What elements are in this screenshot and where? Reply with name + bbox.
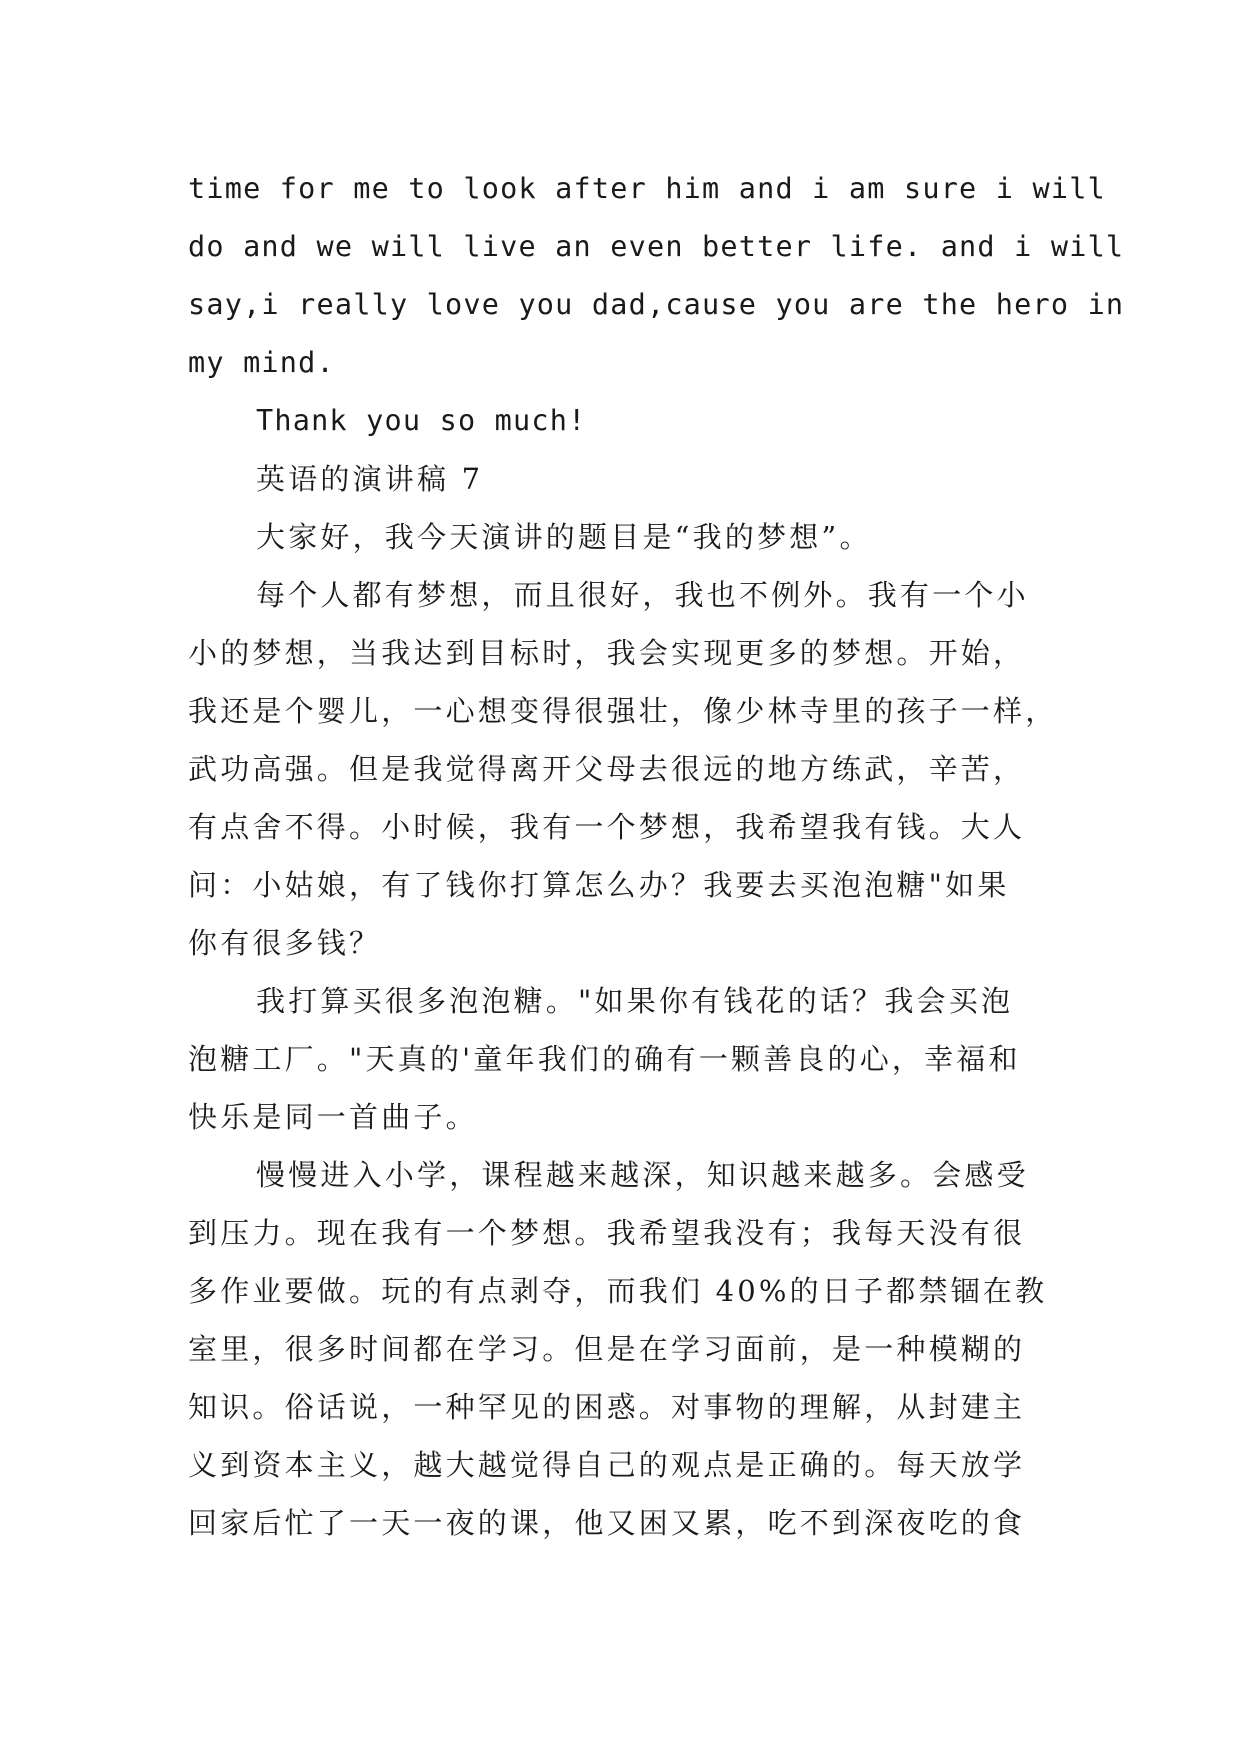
paragraph-line: 泡糖工厂。"天真的'童年我们的确有一颗善良的心，幸福和 [188, 1042, 1021, 1076]
paragraph-line: 问：小姑娘，有了钱你打算怎么办？我要去买泡泡糖"如果 [188, 868, 1010, 902]
section-heading: 英语的演讲稿 7 [256, 462, 484, 496]
paragraph-line: 回家后忙了一天一夜的课，他又困又累，吃不到深夜吃的食 [188, 1506, 1026, 1540]
paragraph-line: 多作业要做。玩的有点剥夺，而我们 40%的日子都禁锢在教 [188, 1274, 1048, 1308]
paragraph-line: 我还是个婴儿，一心想变得很强壮，像少林寺里的孩子一样， [188, 694, 1058, 728]
paragraph-line: 武功高强。但是我觉得离开父母去很远的地方练武，辛苦， [188, 752, 1026, 786]
paragraph-line: 我打算买很多泡泡糖。"如果你有钱花的话？我会买泡 [256, 984, 1014, 1018]
closing-line: Thank you so much! [256, 404, 587, 437]
paragraph-line: 到压力。现在我有一个梦想。我希望我没有；我每天没有很 [188, 1216, 1026, 1250]
text-line: my mind. [188, 346, 335, 379]
paragraph-line: 慢慢进入小学，课程越来越深，知识越来越多。会感受 [256, 1158, 1029, 1192]
text-line: do and we will live an even better life. and i will [188, 230, 1125, 263]
paragraph-line: 知识。俗话说，一种罕见的困惑。对事物的理解，从封建主 [188, 1390, 1026, 1424]
paragraph-line: 你有很多钱？ [188, 926, 382, 960]
paragraph-line: 快乐是同一首曲子。 [188, 1100, 478, 1134]
paragraph-line: 大家好，我今天演讲的题目是“我的梦想”。 [256, 520, 872, 554]
paragraph-line: 义到资本主义，越大越觉得自己的观点是正确的。每天放学 [188, 1448, 1026, 1482]
paragraph-line: 每个人都有梦想，而且很好，我也不例外。我有一个小 [256, 578, 1029, 612]
document-body [188, 160, 1125, 1552]
paragraph-line: 有点舍不得。小时候，我有一个梦想，我希望我有钱。大人 [188, 810, 1026, 844]
text-line: time for me to look after him and i am sure i will [188, 172, 1106, 205]
paragraph-line: 小的梦想，当我达到目标时，我会实现更多的梦想。开始， [188, 636, 1026, 670]
paragraph-line: 室里，很多时间都在学习。但是在学习面前，是一种模糊的 [188, 1332, 1026, 1366]
text-line: say,i really love you dad,cause you are the hero in [188, 288, 1125, 321]
